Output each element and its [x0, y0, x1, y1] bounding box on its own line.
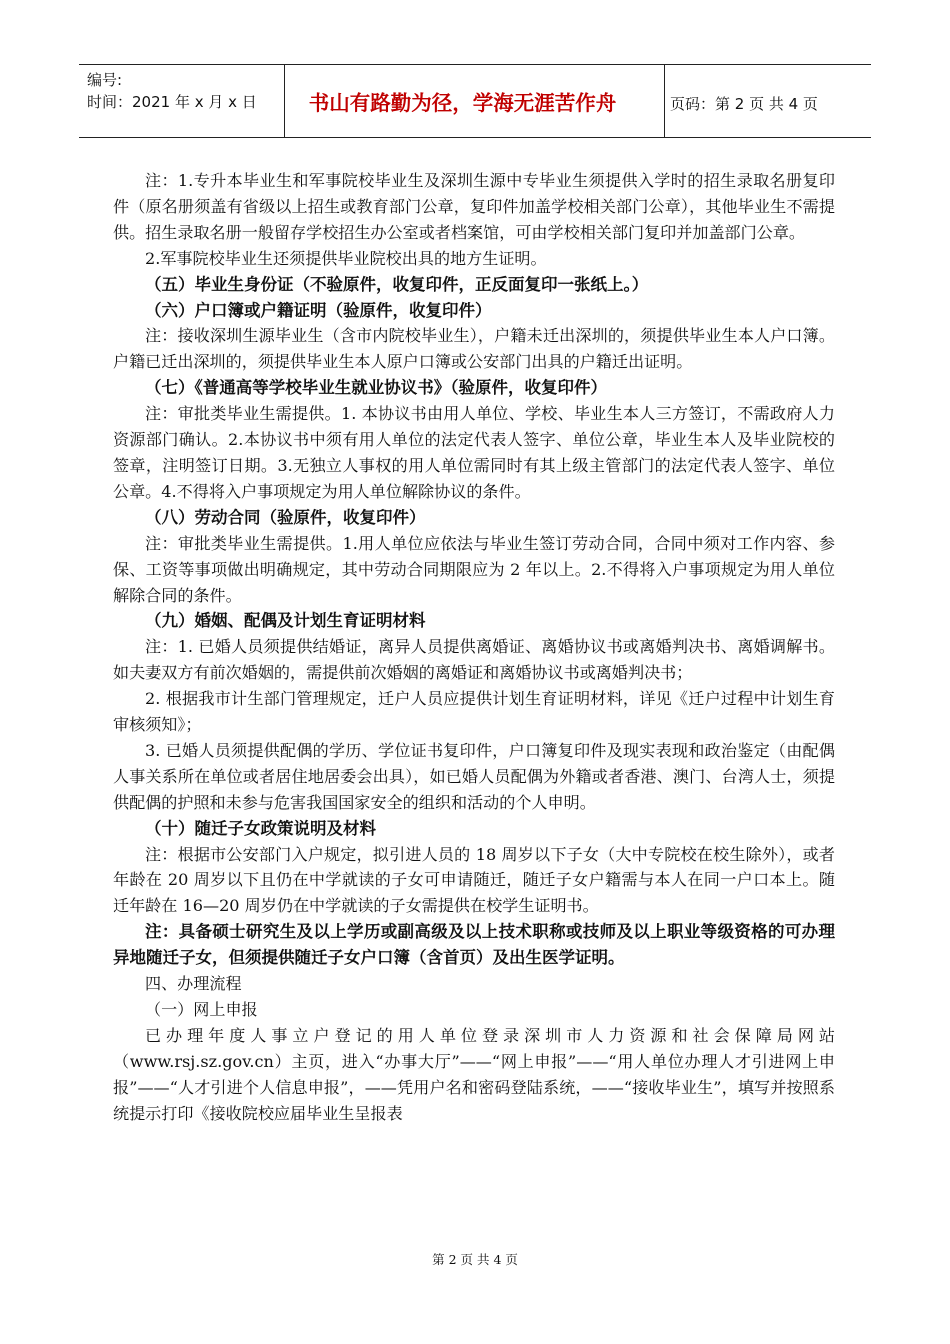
- document-number-label: 编号:: [87, 71, 123, 89]
- paragraph-section-9-a: 注：1. 已婚人员须提供结婚证，离异人员提供离婚证、离婚协议书或离婚判决书、离婚调解书。如夫妻双方有前次婚姻的，需提供前次婚姻的离婚证和离婚协议书或离婚判决书；: [113, 637, 835, 683]
- paragraph-section-10: 注：根据市公安部门入户规定，拟引进人员的 18 周岁以下子女（大中专院校在校生除外），或者年龄在 20 周岁以下且仍在中学就读的子女可申请随迁，随迁子女户籍需与本人在同一户口本上。随迁年龄在 16—20 周岁仍在中学就读的子女需提供在校学生证明书。: [113, 844, 835, 916]
- heading-section-7: （七）《普通高等学校毕业生就业协议书》（验原件，收复印件）: [145, 378, 607, 398]
- heading-section-9: （九）婚姻、配偶及计划生育证明材料: [145, 611, 426, 631]
- paragraph-section-7: 注：审批类毕业生需提供。1. 本协议书由用人单位、学校、毕业生本人三方签订，不需政府人力资源部门确认。2.本协议书中须有用人单位的法定代表人签字、单位公章，毕业生本人及毕业院校的签章，注明签订日期。3.无独立人事权的用人单位需同时有其上级主管部门的法定代表人签字、单位公章。4.不得将入户事项规定为用人单位解除协议的条件。: [113, 404, 835, 501]
- paragraph-section-6: 注：接收深圳生源毕业生（含市内院校毕业生），户籍未迁出深圳的，须提供毕业生本人户口簿。户籍已迁出深圳的，须提供毕业生本人原户口簿或公安部门出具的户籍迁出证明。: [113, 326, 835, 372]
- header-motto: 书山有路勤为径，学海无涯苦作舟: [308, 91, 617, 115]
- paragraph-note-2: 2.军事院校毕业生还须提供毕业院校出具的地方生证明。: [145, 248, 547, 268]
- paragraph-online-declaration: 已办理年度人事立户登记的用人单位登录深圳市人力资源和社会保障局网站（www.rsj.sz.gov.cn）主页，进入“办事大厅”——“网上申报”——“用人单位办理人才引进网上申报”——“人才引进个人信息申报”，——凭用户名和密码登陆系统，——“接收毕业生”，填写并按照系统提示打印《接收院校应届毕业生呈报表: [113, 1025, 835, 1123]
- document-time: 时间：2021 年 x 月 x 日: [87, 93, 257, 111]
- heading-part-4: 四、办理流程: [145, 974, 242, 994]
- page-header: [79, 64, 871, 138]
- page-footer: 第 2 页 共 4 页: [432, 1252, 518, 1267]
- paragraph-note-1: 注：1.专升本毕业生和军事院校毕业生及深圳生源中专毕业生须提供入学时的招生录取名册复印件（原名册须盖有省级以上招生或教育部门公章，复印件加盖学校相关部门公章），其他毕业生不需提供。招生录取名册一般留存学校招生办公室或者档案馆，可由学校相关部门复印并加盖部门公章。: [113, 171, 835, 242]
- header-left: [87, 69, 257, 113]
- paragraph-bold-note: 注：具备硕士研究生及以上学历或副高级及以上技术职称或技师及以上职业等级资格的可办理异地随迁子女，但须提供随迁子女户口簿（含首页）及出生医学证明。: [113, 922, 835, 968]
- heading-section-8: （八）劳动合同（验原件，收复印件）: [145, 507, 426, 527]
- paragraph-section-9-b: 2. 根据我市计生部门管理规定，迁户人员应提供计划生育证明材料，详见《迁户过程中计划生育审核须知》；: [113, 689, 835, 735]
- heading-section-5: （五）毕业生身份证（不验原件，收复印件，正反面复印一张纸上。）: [145, 274, 649, 294]
- heading-online-declaration: （一）网上申报: [145, 1000, 258, 1019]
- header-page-info: 页码：第 2 页 共 4 页: [670, 95, 818, 113]
- paragraph-section-9-c: 3. 已婚人员须提供配偶的学历、学位证书复印件，户口簿复印件及现实表现和政治鉴定（由配偶人事关系所在单位或者居住地居委会出具），如已婚人员配偶为外籍或者香港、澳门、台湾人士，须提供配偶的护照和未参与危害我国国家安全的组织和活动的个人申明。: [113, 740, 835, 812]
- heading-section-6: （六）户口簿或户籍证明（验原件，收复印件）: [145, 300, 492, 320]
- paragraph-section-8: 注：审批类毕业生需提供。1.用人单位应依法与毕业生签订劳动合同，合同中须对工作内容、参保、工资等事项做出明确规定，其中劳动合同期限应为 2 年以上。2.不得将入户事项规定为用人单位解除合同的条件。: [113, 533, 835, 605]
- heading-section-10: （十）随迁子女政策说明及材料: [145, 818, 376, 838]
- document-body: [113, 168, 835, 1127]
